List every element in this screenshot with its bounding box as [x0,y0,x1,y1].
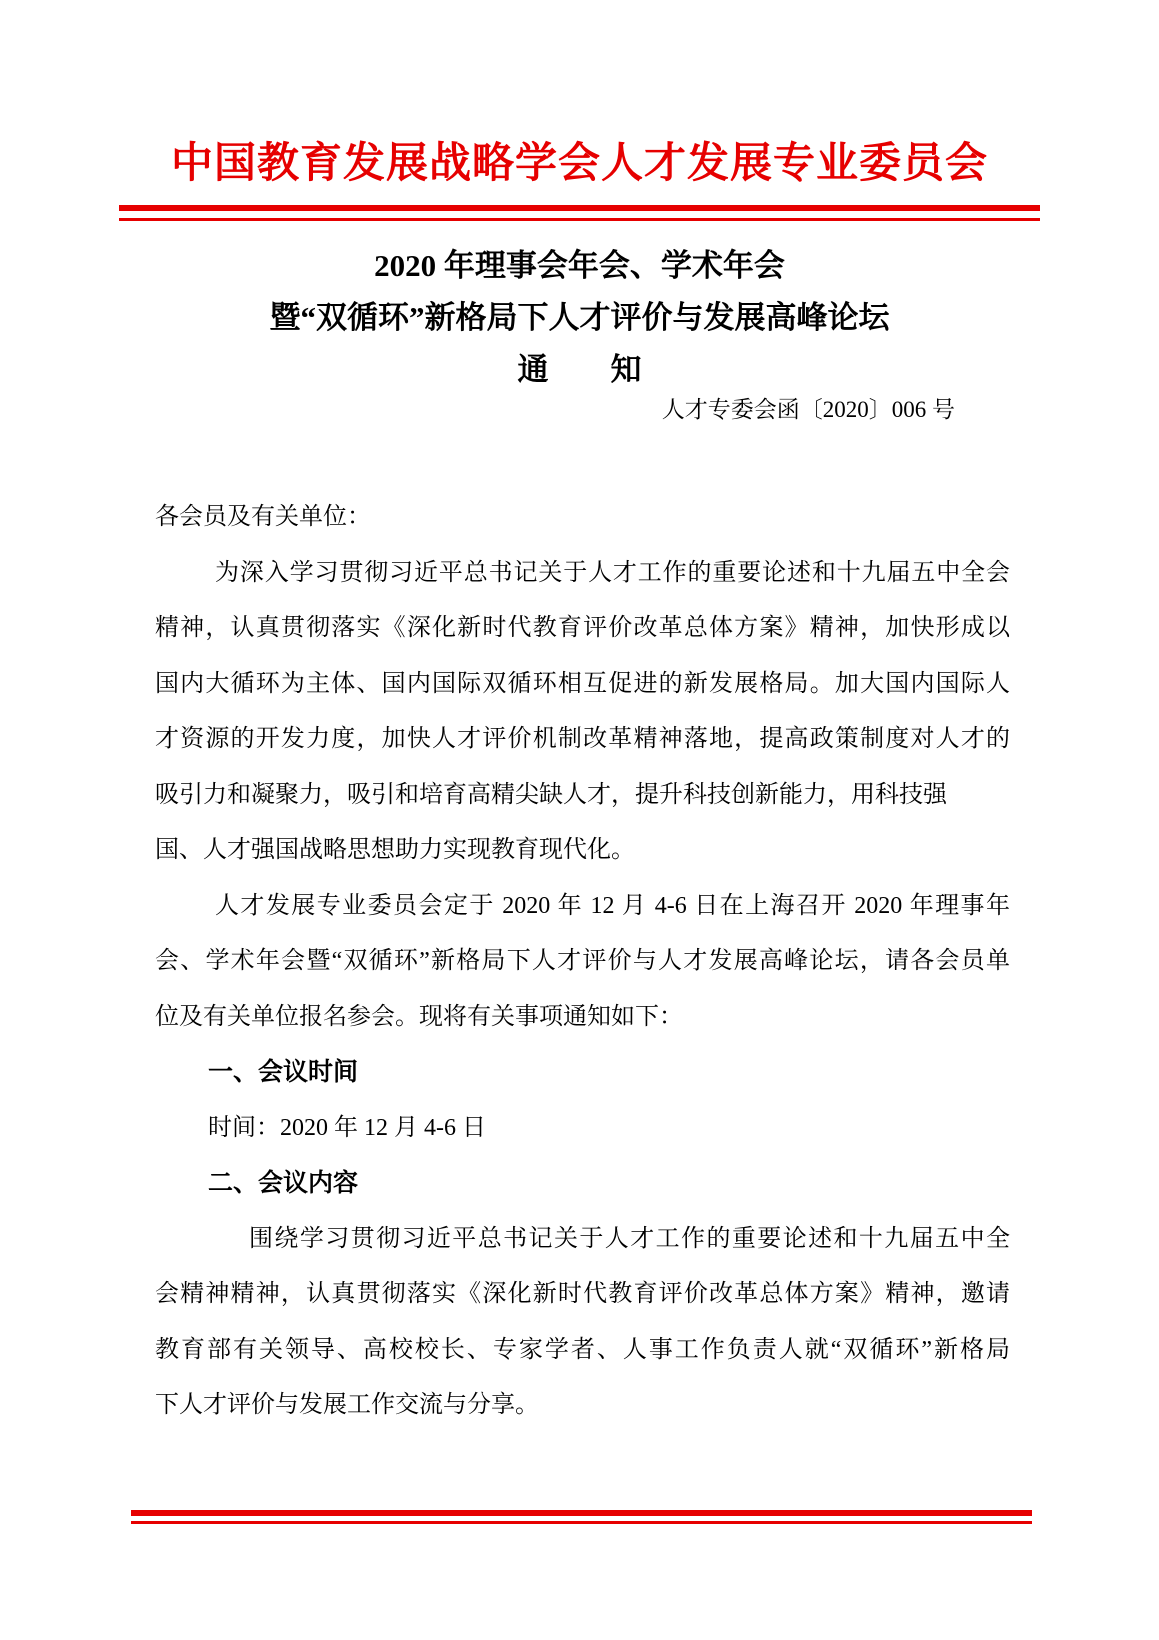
salutation: 各会员及有关单位： [155,504,371,530]
body-line: 位及有关单位报名参会。现将有关事项通知如下： [155,1003,683,1030]
letterhead-org-name: 中国教育发展战略学会人才发展专业委员会 [170,141,988,187]
body-lines [155,490,1010,1434]
footer-divider [131,1510,1032,1524]
footer-rule-thick [131,1510,1032,1516]
body-line: 才资源的开发力度，加快人才评价机制改革精神落地，提高政策制度对人才的 [155,726,1010,752]
body-line: 会、学术年会暨“双循环”新格局下人才评价与人才发展高峰论坛，请各会员单 [155,948,1010,974]
document-reference-number: 人才专委会函〔2020〕006 号 [661,397,955,422]
body-line: 国、人才强国战略思想助力实现教育现代化。 [155,837,635,863]
body-line: 为深入学习贯彻习近平总书记关于人才工作的重要论述和十九届五中全会 [215,559,1010,586]
section-heading: 一、会议时间 [208,1058,359,1086]
body-line: 会精神精神，认真贯彻落实《深化新时代教育评价改革总体方案》精神，邀请 [155,1281,1010,1307]
body-line: 时间：2020 年 12 月 4-6 日 [208,1114,486,1141]
letterhead-rule-thin [119,218,1040,221]
body-line: 下人才评价与发展工作交流与分享。 [155,1392,539,1418]
footer-rule-thin [131,1521,1032,1524]
letterhead-divider [119,205,1040,221]
body-line: 围绕学习贯彻习近平总书记关于人才工作的重要论述和十九届五中全 [249,1225,1010,1252]
document-title-line-3: 通 知 [517,352,642,387]
body-line: 吸引力和凝聚力，吸引和培育高精尖缺人才，提升科技创新能力，用科技强 [155,781,947,808]
body-line: 人才发展专业委员会定于 2020 年 12 月 4-6 日在上海召开 2020 年理事年 [215,892,1010,919]
body-line: 精神，认真贯彻落实《深化新时代教育评价改革总体方案》精神，加快形成以 [155,615,1010,641]
document-title [0,240,1159,396]
document-title-line-1: 2020 年理事会年会、学术年会 [374,248,785,283]
section-heading: 二、会议内容 [208,1169,359,1197]
document-title-line-2: 暨“双循环”新格局下人才评价与发展高峰论坛 [269,300,890,335]
body-line: 教育部有关领导、高校校长、专家学者、人事工作负责人就“双循环”新格局 [155,1336,1010,1363]
letterhead-rule-thick [119,205,1040,211]
body-line: 国内大循环为主体、国内国际双循环相互促进的新发展格局。加大国内国际人 [155,670,1010,697]
